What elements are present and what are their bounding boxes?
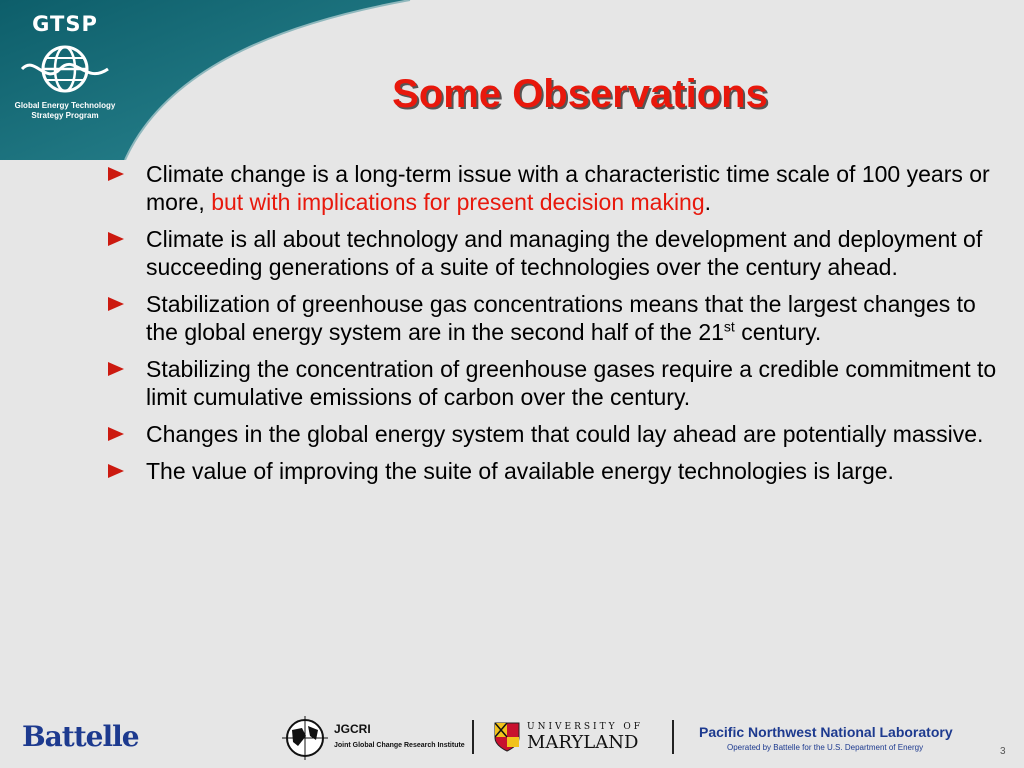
bullet-item [108,225,1008,281]
gtsp-logo [10,12,120,121]
bullet-arrow-icon [108,427,124,441]
umd-shield-icon [494,722,520,752]
bullet-arrow-icon [108,232,124,246]
bullet-text-end: century. [734,319,822,345]
umd-maryland: MARYLAND [527,732,639,753]
bullet-text: Stabilization of greenhouse gas concentrations means that the largest changes to the global energy system are in the second half of the 21 [146,291,976,345]
battelle-logo: Battelle [22,720,139,753]
globe-icon [20,40,110,98]
bullet-text: Stabilizing the concentration of greenhouse gases require a credible commitment to limit cumulative emissions of carbon over the century. [146,356,997,410]
bullet-text: Climate is all about technology and managing the development and deployment of succeeding generations of a suite of technologies over the century ahead. [146,226,983,280]
bullet-text: Climate change is a long-term issue with a characteristic time scale of 100 years or more, [146,161,990,215]
pnnl-name: Pacific Northwest National Laboratory [699,724,953,740]
bullet-arrow-icon [108,297,124,311]
bullet-text-end: . [704,189,712,215]
footer-logos [0,706,1024,768]
bullet-highlight: but with implications for present decision making [211,189,705,215]
bullet-item [108,420,1008,448]
bullet-item [108,290,1008,346]
footer-divider [672,720,674,754]
bullet-arrow-icon [108,362,124,376]
slide-title: Some Observations [392,72,768,116]
bullet-text: Changes in the global energy system that could lay ahead are potentially massive. [146,421,984,447]
bullet-list [108,160,1008,494]
bullet-text: The value of improving the suite of available energy technologies is large. [146,458,894,484]
logo-subtitle-line1: Global Energy Technology [14,101,116,110]
footer-divider [472,720,474,754]
bullet-superscript: st [723,318,735,335]
bullet-arrow-icon [108,167,124,181]
pnnl-subtitle: Operated by Battelle for the U.S. Department of Energy [727,743,924,752]
page-number: 3 [1000,746,1006,757]
logo-subtitle-line2: Strategy Program [31,111,99,120]
jgcri-name: JGCRI [334,722,371,736]
logo-title: GTSP [32,12,98,36]
bullet-item [108,160,1008,216]
bullet-item [108,355,1008,411]
jgcri-globe-icon [280,716,330,760]
bullet-item [108,457,1008,485]
bullet-arrow-icon [108,464,124,478]
jgcri-full-name: Joint Global Change Research Institute [334,742,465,749]
umd-university-of: UNIVERSITY OF [527,722,644,732]
